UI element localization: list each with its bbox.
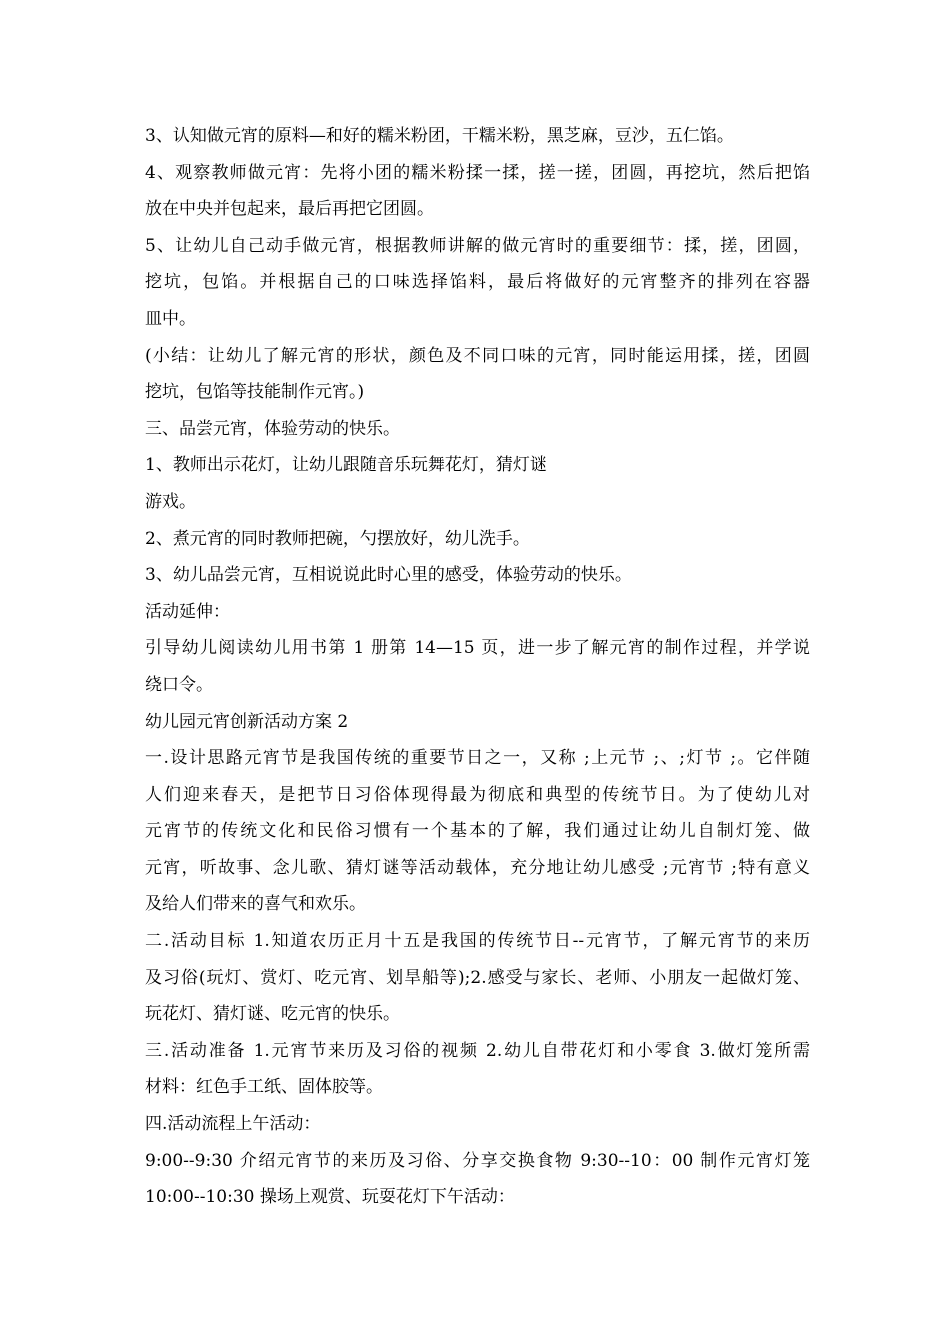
text-line: 2、煮元宵的同时教师把碗，勺摆放好，幼儿洗手。 — [145, 528, 530, 549]
text-line: 10:00--10:30 操场上观赏、玩耍花灯下午活动： — [145, 1187, 515, 1208]
text-line: 一.设计思路元宵节是我国传统的重要节日之一，又称 ;上元节 ;、;灯节 ;。它伴随 — [145, 748, 810, 769]
section-heading: 活动延伸： — [145, 601, 230, 622]
text-line: 5、让幼儿自己动手做元宵，根据教师讲解的做元宵时的重要细节：揉，搓，团圆， — [145, 235, 810, 256]
text-line: 引导幼儿阅读幼儿用书第 1 册第 14—15 页，进一步了解元宵的制作过程，并学说 — [145, 638, 810, 659]
text-line: 放在中央并包起来，最后再把它团圆。 — [145, 199, 434, 220]
text-line: 元宵节的传统文化和民俗习惯有一个基本的了解，我们通过让幼儿自制灯笼、做 — [145, 821, 810, 842]
text-line: 1、教师出示花灯，让幼儿跟随音乐玩舞花灯，猜灯谜 — [145, 455, 547, 476]
document-subtitle: 幼儿园元宵创新活动方案 2 — [145, 711, 349, 732]
text-line: 元宵，听故事、念儿歌、猜灯谜等活动载体，充分地让幼儿感受 ;元宵节 ;特有意义 — [145, 857, 810, 878]
text-line: 挖坑，包馅。并根据自己的口味选择馅料，最后将做好的元宵整齐的排列在容器 — [145, 272, 810, 293]
section-heading: 三、品尝元宵，体验劳动的快乐。 — [145, 418, 400, 439]
text-line: 挖坑，包馅等技能制作元宵。) — [145, 382, 365, 403]
text-line: 游戏。 — [145, 491, 196, 512]
text-line: 及习俗(玩灯、赏灯、吃元宵、划旱船等);2.感受与家长、老师、小朋友一起做灯笼、 — [145, 967, 810, 988]
text-line: 皿中。 — [145, 308, 196, 329]
text-line: 绕口令。 — [145, 674, 213, 695]
text-line: 3、认知做元宵的原料—和好的糯米粉团，干糯米粉，黑芝麻，豆沙，五仁馅。 — [145, 126, 734, 146]
text-line: 二.活动目标 1.知道农历正月十五是我国的传统节日--元宵节，了解元宵节的来历 — [145, 931, 810, 952]
text-line: 人们迎来春天，是把节日习俗体现得最为彻底和典型的传统节日。为了使幼儿对 — [145, 784, 810, 805]
document-page — [145, 118, 810, 1216]
text-line: 及给人们带来的喜气和欢乐。 — [145, 894, 366, 915]
text-line: 三.活动准备 1.元宵节来历及习俗的视频 2.幼儿自带花灯和小零食 3.做灯笼所需 — [145, 1040, 810, 1061]
text-line: 四.活动流程上午活动： — [145, 1114, 321, 1135]
text-line: 玩花灯、猜灯谜、吃元宵的快乐。 — [145, 1004, 400, 1025]
text-line: 9:00--9:30 介绍元宵节的来历及习俗、分享交换食物 9:30--10：00 制作元宵灯笼 — [145, 1150, 810, 1171]
text-line: 4、观察教师做元宵：先将小团的糯米粉揉一揉，搓一搓，团圆，再挖坑，然后把馅 — [145, 162, 810, 183]
text-line: 3、幼儿品尝元宵，互相说说此时心里的感受，体验劳动的快乐。 — [145, 565, 632, 586]
text-line: (小结：让幼儿了解元宵的形状，颜色及不同口味的元宵，同时能运用揉，搓，团圆 — [145, 345, 810, 366]
text-line: 材料：红色手工纸、固体胶等。 — [145, 1077, 383, 1098]
